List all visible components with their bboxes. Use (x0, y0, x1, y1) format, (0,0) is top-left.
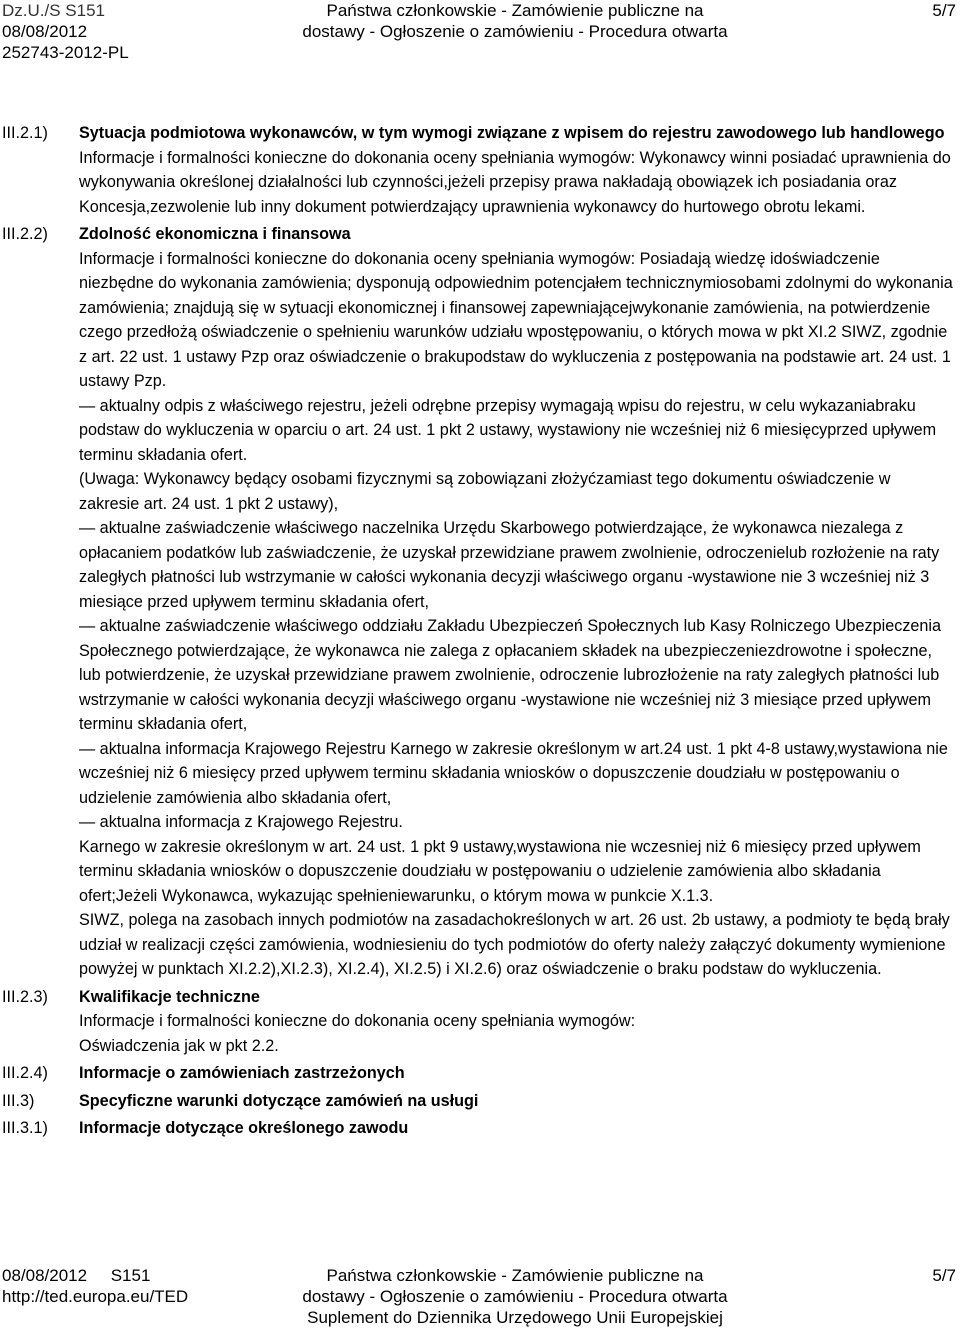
section-title: Sytuacja podmiotowa wykonawców, w tym wymogi związane z wpisem do rejestru zawodowego lub handlowego (79, 124, 945, 142)
section-number: III.2.2) (2, 225, 48, 243)
section-title: Specyficzne warunki dotyczące zamówień na usługi (79, 1091, 479, 1110)
section-number: III.3) (2, 1091, 35, 1110)
footer-title-line: dostawy - Ogłoszenie o zamówieniu - Procedura otwarta (302, 1287, 728, 1306)
section-body (79, 222, 955, 982)
section-number: III.2.1) (2, 124, 48, 142)
footer-title (230, 1265, 800, 1328)
section-III-3-1 (0, 1113, 960, 1141)
section-number: III.2.3) (2, 987, 48, 1006)
section-paragraph: — aktualny odpis z właściwego rejestru, jeżeli odrębne przepisy wymagają wpisu do rejestru, w celu wykazaniabraku podstaw do wykluczenia w oparciu o art. 24 ust. 1 pkt 2 ustawy, wystawiony nie wcześniej niż 6 miesięcyprzed upływem terminu składania ofert. (79, 396, 937, 464)
section-III-2-1 (0, 121, 960, 219)
section-paragraph: — aktualne zaświadczenie właściwego oddziału Zakładu Ubezpieczeń Społecznych lub Kasy Rolniczego Ubezpieczenia Społecznego potwierdzające, że wykonawca nie zalega z opłacaniem składek na ubezpieczeniezdrowotne i społeczne, lub potwierdzenie, że uzyskał przewidziane prawem zwolnienie, odroczenie lubrozłożenie na raty zaległych płatności lub wstrzymanie w całości wykonania decyzji właściwego organu -wystawione nie wcześniej niż 3 miesiące przed upływem terminu składania ofert, (79, 617, 942, 733)
section-body (79, 121, 955, 219)
notice-number: 252743-2012-PL (2, 43, 129, 62)
header-title-line: Państwa członkowskie - Zamówienie publiczne na (326, 1, 704, 20)
section-paragraph: SIWZ, polega na zasobach innych podmiotów na zasadachokreślonych w art. 26 ust. 2b ustawy, a podmioty te będą brały udział w realizacji części zamówienia, wodniesieniu do tych podmiotów do oferty należy załączyć dokumenty wymienione powyżej w punktach XI.2.2),XI.2.3), XI.2.4), XI.2.5) i XI.2.6) oraz oświadczenie o braku podstaw do wykluczenia. (79, 911, 950, 978)
section-paragraph: — aktualna informacja Krajowego Rejestru Karnego w zakresie określonym w art.24 ust. 1 pkt 4-8 ustawy,wystawiona nie wcześniej niż 6 miesięcy przed upływem terminu składania wniosków o dopuszczenie doudziału w postępowaniu o udzielenie zamówienia albo składania ofert, (79, 739, 948, 807)
ted-link[interactable]: http://ted.europa.eu/TED (2, 1287, 189, 1306)
section-paragraph: Informacje i formalności konieczne do dokonania oceny spełniania wymogów: (79, 1012, 636, 1030)
notice-body (0, 121, 960, 1141)
footer-page-number: 5/7 (932, 1266, 956, 1285)
section-paragraph: Oświadczenia jak w pkt 2.2. (79, 1036, 279, 1055)
page-number: 5/7 (932, 1, 956, 20)
header-title (230, 0, 800, 42)
section-number: III.2.4) (2, 1064, 48, 1082)
section-number: III.3.1) (2, 1119, 48, 1137)
section-body (79, 1061, 955, 1086)
section-paragraph: — aktualna informacja z Krajowego Rejestru. (79, 813, 403, 831)
section-III-3 (0, 1086, 960, 1114)
journal-issue: Dz.U./S S151 (2, 1, 105, 20)
header-reference (2, 0, 129, 63)
publication-date: 08/08/2012 (2, 22, 88, 41)
section-title: Informacje dotyczące określonego zawodu (79, 1119, 409, 1137)
section-III-2-3 (0, 982, 960, 1059)
section-III-2-4 (0, 1058, 960, 1086)
section-title: Informacje o zamówieniach zastrzeżonych (79, 1064, 405, 1082)
section-paragraph: Informacje i formalności konieczne do dokonania oceny spełniania wymogów: Posiadają wiedzę idoświadczenie niezbędne do wykonania zamówienia; dysponują odpowiednim potencjałem technicznymiosobami zdolnymi do wykonania zamówienia; znajdują się w sytuacji ekonomicznej i finansowej zapewniającejwykonanie zamówienia, na potwierdzenie czego przedłożą oświadczenie o spełnieniu warunków udziału wpostępowaniu, o których mowa w pkt XI.2 SIWZ, zgodnie z art. 22 ust. 1 ustawy Pzp oraz oświadczenie o brakupodstaw do wykluczenia z postępowania na podstawie art. 24 ust. 1 ustawy Pzp. (79, 249, 953, 390)
header-title-line: dostawy - Ogłoszenie o zamówieniu - Procedura otwarta (302, 22, 728, 41)
section-body (79, 985, 955, 1059)
section-body (79, 1116, 955, 1141)
footer-title-line: Państwa członkowskie - Zamówienie publiczne na (326, 1266, 704, 1285)
footer-title-line: Suplement do Dziennika Urzędowego Unii Europejskiej (307, 1308, 723, 1327)
footer-reference (2, 1265, 188, 1307)
section-body (79, 1089, 955, 1114)
section-III-2-2 (0, 219, 960, 982)
section-paragraph: Karnego w zakresie określonym w art. 24 ust. 1 pkt 9 ustawy,wystawiona nie wczesniej niż 6 miesięcy przed upływem terminu składania wniosków o dopuszczenie doudziału w postępowaniu o udzielenie zamówienia albo składania ofert;Jeżeli Wykonawca, wykazując spełnieniewarunku, o którym mowa w punkcie X.1.3. (79, 837, 921, 905)
section-paragraph: — aktualne zaświadczenie właściwego naczelnika Urzędu Skarbowego potwierdzające, że wykonawca niezalega z opłacaniem podatków lub zaświadczenie, że uzyskał przewidziane prawem zwolnienie, odroczenielub rozłożenie na raty zaległych płatności lub wstrzymanie w całości wykonania decyzji właściwego organu -wystawione nie 3 wcześniej niż 3 miesiące przed upływem terminu składania ofert, (79, 519, 940, 611)
section-paragraph: (Uwaga: Wykonawcy będący osobami fizycznymi są zobowiązani złożyćzamiast tego dokumentu oświadczenie w zakresie art. 24 ust. 1 pkt 2 ustawy), (79, 470, 891, 513)
section-title: Zdolność ekonomiczna i finansowa (79, 225, 351, 243)
section-title: Kwalifikacje techniczne (79, 987, 260, 1006)
footer-date-issue: 08/08/2012 S151 (2, 1266, 151, 1285)
section-paragraph: Informacje i formalności konieczne do dokonania oceny spełniania wymogów: Wykonawcy winni posiadać uprawnienia do wykonywania określonej działalności lub czynności,jeżeli przepisy prawa nakładają obowiązek ich posiadania oraz Koncesja,zezwolenie lub inny dokument potwierdzający uprawnienia wykonawcy do hurtowego obrotu lekami. (79, 148, 951, 216)
